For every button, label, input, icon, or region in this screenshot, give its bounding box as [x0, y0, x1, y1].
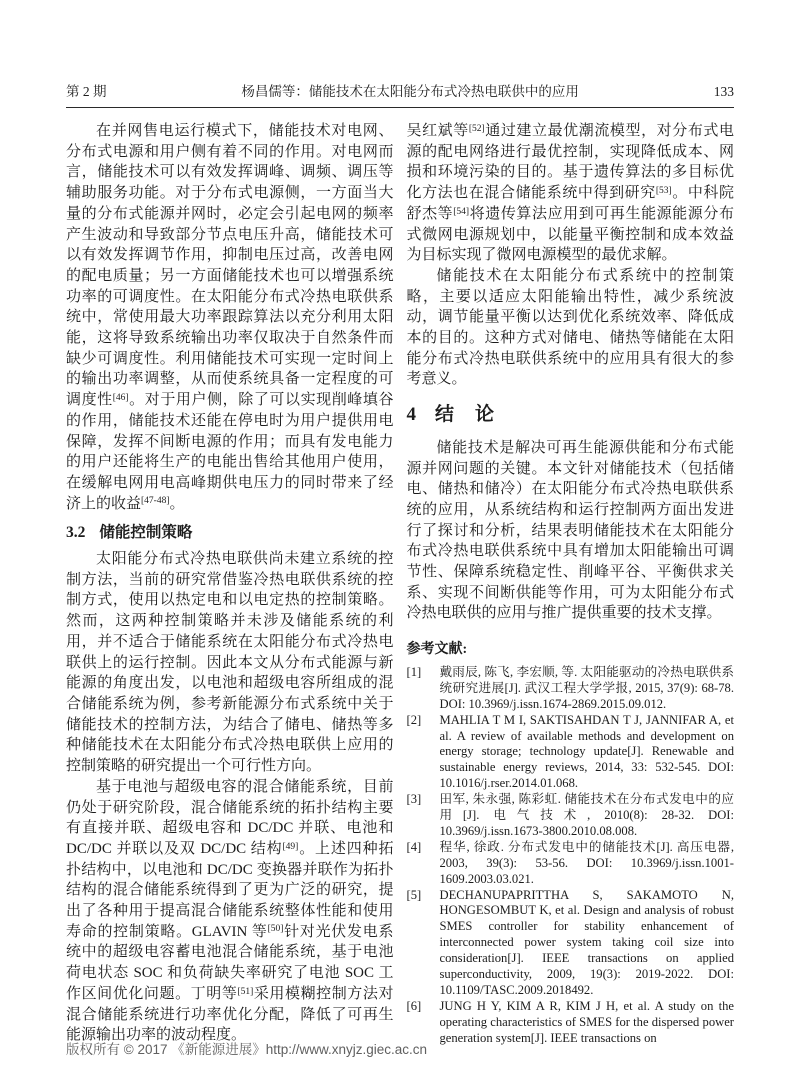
- body-text: 采用模糊控制方法对混合储能系统进行功率优化分配，降低了可再生能源输出功率的波动程度。: [66, 985, 394, 1044]
- citation-ref: [50]: [267, 924, 284, 935]
- citation-ref: [47-48]: [141, 496, 170, 507]
- citation-ref: [51]: [237, 986, 254, 997]
- journal-issue: 第 2 期: [66, 84, 107, 99]
- reference-label: [2]: [406, 712, 422, 727]
- right-column: [407, 121, 735, 1047]
- body-text: 。上述四种拓扑结构中，以电池和 DC/DC 变换器并联作为拓扑结构的混合储能系统得到了更为广泛的研究，提出了各种用于提高混合储能系统整体性能和使用寿命的控制策略。GLAVIN 等: [66, 840, 394, 940]
- section-title: 储能控制策略: [99, 524, 193, 542]
- reference-text: 程华, 徐政. 分布式发电中的储能技术[J]. 高压电器, 2003, 39(3): 53-56. DOI: 10.3969/j.issn.1001-1609.2003.03.021.: [439, 839, 734, 886]
- reference-text: 田军, 朱永强, 陈彩虹. 储能技术在分布式发电中的应用[J]. 电气技术, 2010(8): 28-32. DOI: 10.3969/j.issn.1673-3800.2010.08.008.: [439, 792, 734, 838]
- references-heading: 参考文献:: [406, 642, 468, 658]
- running-title: 杨昌儒等：储能技术在太阳能分布式冷热电联供中的应用: [241, 84, 579, 99]
- copyright-text: 版权所有 © 2017 《新能源进展》: [66, 1042, 266, 1057]
- left-column: [66, 121, 394, 1047]
- body-text: 将遗传算法应用到可再生能源能源分布式微网电源规划中，以能量平衡控制和成本效益为目标实现了微网电源模型的最优求解。: [406, 205, 734, 264]
- body-text: 储能技术是解决可再生能源供能和分布式能源并网问题的关键。本文针对储能技术（包括储电、储热和储冷）在太阳能分布式冷热电联供系统的应用，从系统结构和运行控制两方面出发进行了探讨和分析，结果表明储能技术在太阳能分布式冷热电联供系统中具有增加太阳能输出可调节性、保障系统稳定性、削峰平谷、平衡供求关系、实现不间断供能等作用，可为太阳能分布式冷热电联供的应用与推广提供重要的技术支撑。: [406, 439, 734, 622]
- paragraph: [66, 777, 394, 1046]
- body-text: 基于电池与超级电容的混合储能系统，目前仍处于研究阶段，混合储能系统的拓扑结构主要有直接并联、超级电容和 DC/DC 并联、电池和 DC/DC 并联以及双 DC/DC 结构: [66, 778, 394, 857]
- reference-label: [6]: [406, 998, 422, 1013]
- page-footer: [66, 1038, 427, 1058]
- page-header: [66, 80, 734, 108]
- reference-item: [407, 665, 735, 713]
- body-text: 。中科院舒杰等: [406, 185, 734, 222]
- citation-ref: [49]: [282, 841, 299, 852]
- paragraph: [66, 121, 394, 514]
- section-number: 4: [406, 404, 417, 426]
- citation-ref: [46]: [112, 392, 129, 403]
- citation-ref: [52]: [468, 123, 485, 134]
- section-heading-4: [407, 405, 735, 426]
- reference-text: MAHLIA T M I, SAKTISAHDAN T J, JANNIFAR A, et al. A review of available methods and development on energy storage; technology update[J]. Renewable and sustainable energy reviews, 2014, 33: 532-545. DOI: 10.1016/j.rser.2014.01.068.: [439, 712, 734, 791]
- reference-item: [407, 999, 735, 1047]
- citation-ref: [53]: [655, 185, 672, 196]
- paragraph: [407, 266, 735, 390]
- reference-item: [407, 840, 735, 888]
- citation-ref: [54]: [453, 206, 470, 217]
- reference-item: [407, 888, 735, 999]
- paragraph: [407, 438, 735, 624]
- body-text: 通过建立最优潮流模型，对分布式电源的配电网络进行最优控制，实现降低成本、网损和环境污染的目的。基于遗传算法的多目标优化方法也在混合储能系统中得到研究: [406, 123, 734, 202]
- reference-label: [1]: [406, 664, 422, 679]
- body-text: 。: [169, 495, 185, 512]
- section-heading-3-2: [66, 523, 394, 544]
- section-title: 结 论: [435, 404, 496, 426]
- reference-item: [407, 713, 735, 793]
- reference-text: JUNG H Y, KIM A R, KIM J H, et al. A study on the operating characteristics of SMES for the dispersed power generation system[J]. IEEE transactions on: [439, 998, 734, 1045]
- body-text: 。对于用户侧，除了可以实现削峰填谷的作用，储能技术还能在停电时为用户提供用电保障，发挥不间断电源的作用；而具有发电能力的用户还能将生产的电能出售给其他用户使用，在缓解电网用电高峰期供电压力的同时带来了经济上的收益: [66, 392, 394, 512]
- reference-label: [4]: [406, 839, 422, 854]
- paragraph: [66, 549, 394, 777]
- body-text: 太阳能分布式冷热电联供尚未建立系统的控制方法，当前的研究常借鉴冷热电联供系统的控制方式，使用以热定电和以电定热的控制策略。然而，这两种控制策略并未涉及储能系统的利用，并不适合于储能系统在太阳能分布式冷热电联供上的运行控制。因此本文从分布式能源与新能源的角度出发，以电池和超级电容所组成的混合储能系统为例，参考新能源分布式系统中关于储能技术的控制方法，为结合了储电、储热等多种储能技术在太阳能分布式冷热电联供上应用的控制策略的研究提出一个可行性方向。: [66, 551, 394, 775]
- reference-text: DECHANUPAPRITTHA S, SAKAMOTO N, HONGESOMBUT K, et al. Design and analysis of robust SMES controller for stability enhancement of interconnected power system taking coil size into consideration[J]. IEEE transactions on applied superconductivity, 2009, 19(3): 2019-2022. DOI: 10.1109/TASC.2009.2018492.: [439, 887, 734, 997]
- reference-item: [407, 792, 735, 840]
- journal-url-link[interactable]: http://www.xnyjz.giec.ac.cn: [265, 1042, 428, 1057]
- body-text: 储能技术在太阳能分布式系统中的控制策略，主要以适应太阳能输出特性，减少系统波动，调节能量平衡以达到优化系统效率、降低成本的目的。这种方式对储电、储热等储能在太阳能分布式冷热电联供系统中的应用具有很大的参考意义。: [406, 267, 734, 388]
- section-number: 3.2: [66, 524, 86, 542]
- references-list: [407, 665, 735, 1047]
- body-text: 针对光伏发电系统中的超级电容蓄电池混合储能系统，基于电池荷电状态 SOC 和负荷缺失率研究了电池 SOC 工作区间优化问题。丁明等: [66, 923, 394, 1002]
- paragraph: [407, 121, 735, 266]
- two-column-body: [0, 121, 800, 1047]
- reference-text: 戴雨辰, 陈飞, 李宏顺, 等. 太阳能驱动的冷热电联供系统研究进展[J]. 武汉工程大学学报, 2015, 37(9): 68-78. DOI: 10.3969/j.issn.1674-2869.2015.09.012.: [439, 664, 734, 711]
- reference-label: [5]: [406, 887, 422, 902]
- body-text: 在并网售电运行模式下，储能技术对电网、分布式电源和用户侧有着不同的作用。对电网而言，储能技术可以有效发挥调峰、调频、调压等辅助服务功能。对于分布式电源侧，一方面当大量的分布式能源并网时，必定会引起电网的频率产生波动和导致部分节点电压升高，储能技术可以有效发挥调节作用，抑制电压过高，改善电网的配电质量；另一方面储能技术也可以增强系统功率的可调度性。在太阳能分布式冷热电联供系统中，常使用最大功率跟踪算法以充分利用太阳能，这将导致系统输出功率仅取决于自然条件而缺少可调度性。利用储能技术可实现一定时间上的输出功率调整，从而使系统具备一定程度的可调度性: [66, 123, 394, 409]
- page-number: 133: [713, 84, 734, 99]
- reference-label: [3]: [406, 792, 422, 807]
- body-text: 吴红斌等: [406, 123, 469, 139]
